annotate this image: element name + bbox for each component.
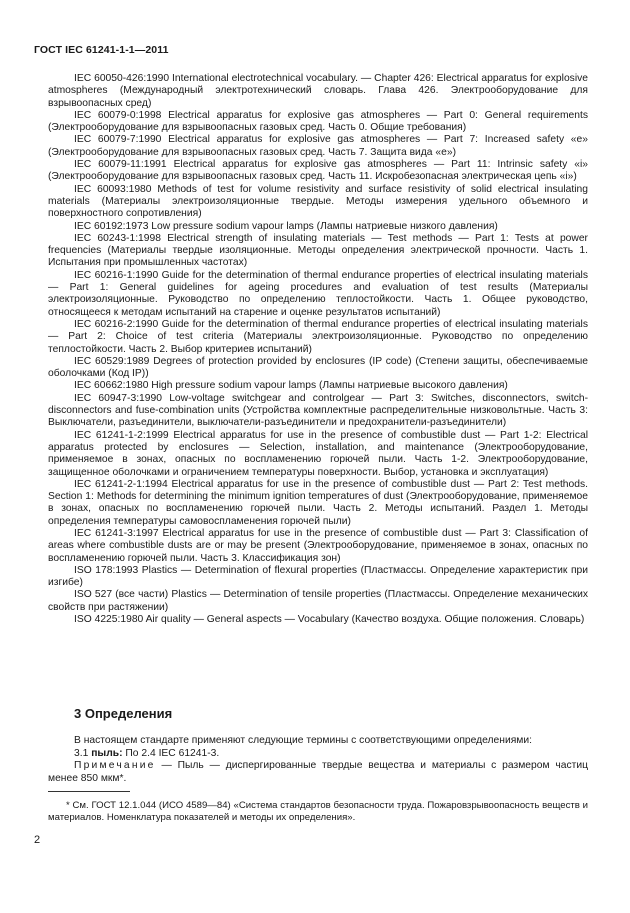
reference-item: IEC 61241-3:1997 Electrical apparatus for use in the presence of combustible dust — Part 3: Classification of areas where combustible dusts are or may be present (Электрооборудование, применяемое в зонах, опасных по воспламенению горючей пыли. Часть 3. Классификация зон) xyxy=(48,527,588,564)
note-text: — Пыль — диспергированные твердые вещества и материалы с размером частиц менее 850 мкм*. xyxy=(48,760,588,784)
definitions-block xyxy=(48,735,588,785)
reference-item: IEC 61241-1-2:1999 Electrical apparatus for use in the presence of combustible dust — Part 1-2: Electrical apparatus protected by enclosures — Selection, installation, and maintenance (Электрооборудование, применяемое в зонах, опасных по воспламенению горючей пыли. Часть 1-2. Электрооборудование, защищенное оболочками и ограничением температуры поверхности. Выбор, установка и эксплуатация) xyxy=(48,429,588,478)
footnote xyxy=(48,800,588,824)
definitions-intro: В настоящем стандарте применяют следующие термины с соответствующими определениями: xyxy=(74,735,532,746)
definition-term xyxy=(48,748,588,761)
section-heading: 3 Определения xyxy=(74,706,173,721)
document-header: ГОСТ IEC 61241-1-1—2011 xyxy=(34,44,169,56)
reference-item: IEC 60947-3:1990 Low-voltage switchgear and controlgear — Part 3: Switches, disconnectors, switch-disconnectors and fuse-combination units (Устройства комплектные распределительные низковольтные. Часть 3: Выключатели, разъединители, выключатели-разъединители и предохранители-разъединители) xyxy=(48,392,588,429)
reference-item: IEC 60216-2:1990 Guide for the determination of thermal endurance properties of electrical insulating materials — Part 2: Choice of test criteria (Материалы электроизоляционные. Руководство по определению теплостойкости. Часть 2. Выбор критериев испытаний) xyxy=(48,318,588,355)
reference-item: IEC 60216-1:1990 Guide for the determination of thermal endurance properties of electrical insulating materials — Part 1: General guidelines for ageing procedures and evaluation of test results (Материалы электроизоляционные. Руководство по определению теплостойкости. Часть 1. Общее руководство, относящееся к методам испытаний на старение и оценке результатов испытаний) xyxy=(48,269,588,318)
references-list xyxy=(48,73,588,626)
reference-item: IEC 60529:1989 Degrees of protection provided by enclosures (IP code) (Степени защиты, обеспечиваемые оболочками (Код IP)) xyxy=(48,355,588,380)
reference-item: IEC 60243-1:1998 Electrical strength of insulating materials — Test methods — Part 1: Tests at power frequencies (Материалы твердые изоляционные. Методы определения электрической прочности. Часть 1. Испытания при промышленных частотах) xyxy=(48,232,588,269)
page-number: 2 xyxy=(34,834,41,846)
note-label: Примечание xyxy=(74,760,156,772)
footnote-text: * См. ГОСТ 12.1.044 (ИСО 4589—84) «Система стандартов безопасности труда. Пожаровзрывоопасность веществ и материалов. Номенклатура показателей и методы их определения». xyxy=(48,800,588,823)
reference-item: IEC 60079-0:1998 Electrical apparatus for explosive gas atmospheres — Part 0: General requirements (Электрооборудование для взрывоопасных газовых сред. Часть 0. Общие требования) xyxy=(48,109,588,134)
term-text: По 2.4 IEC 61241-3. xyxy=(125,747,220,759)
reference-item: IEC 60079-7:1990 Electrical apparatus for explosive gas atmospheres — Part 7: Increased safety «е» (Электрооборудование для взрывоопасных газовых сред. Часть 7. Защита вида «е») xyxy=(48,134,588,158)
reference-item: IEC 60662:1980 High pressure sodium vapour lamps (Лампы натриевые высокого давления) xyxy=(74,380,508,392)
reference-item: ISO 4225:1980 Air quality — General aspects — Vocabulary (Качество воздуха. Общие положения. Словарь) xyxy=(74,614,585,626)
term-number: 3.1 xyxy=(74,747,89,759)
footnote-divider xyxy=(48,791,130,792)
reference-item: IEC 60079-11:1991 Electrical apparatus for explosive gas atmospheres — Part 11: Intrinsic safety «i» (Электрооборудование для взрывоопасных газовых сред. Часть 11. Искробезопасная электрическая цепь «i») xyxy=(48,159,588,183)
reference-item: IEC 60093:1980 Methods of test for volume resistivity and surface resistivity of solid electrical insulating materials (Материалы электроизоляционные твердые. Методы измерения удельного объемного и поверхностного сопротивления) xyxy=(48,183,588,220)
reference-item: ISO 527 (все части) Plastics — Determination of tensile properties (Пластмассы. Определение механических свойств при растяжении) xyxy=(48,589,588,613)
reference-item: ISO 178:1993 Plastics — Determination of flexural properties (Пластмассы. Определение характеристик при изгибе) xyxy=(48,564,588,589)
reference-item: IEC 61241-2-1:1994 Electrical apparatus for use in the presence of combustible dust — Part 2: Test methods. Section 1: Methods for determining the minimum ignition temperatures of dust (Электрооборудование, применяемое в зонах, опасных по воспламенению горючей пыли. Часть 2. Методы испытаний. Раздел 1. Методы определения температуры самовоспламенения горючей пыли) xyxy=(48,478,588,527)
reference-item: IEC 60050-426:1990 International electrotechnical vocabulary. — Chapter 426: Electrical apparatus for explosive atmospheres (Международный электротехнический словарь. Глава 426. Электрооборудование для взрывоопасных сред) xyxy=(48,73,588,109)
definition-note xyxy=(48,760,588,785)
term-name: пыль: xyxy=(91,747,123,759)
reference-item: IEC 60192:1973 Low pressure sodium vapour lamps (Лампы натриевые низкого давления) xyxy=(74,220,498,232)
